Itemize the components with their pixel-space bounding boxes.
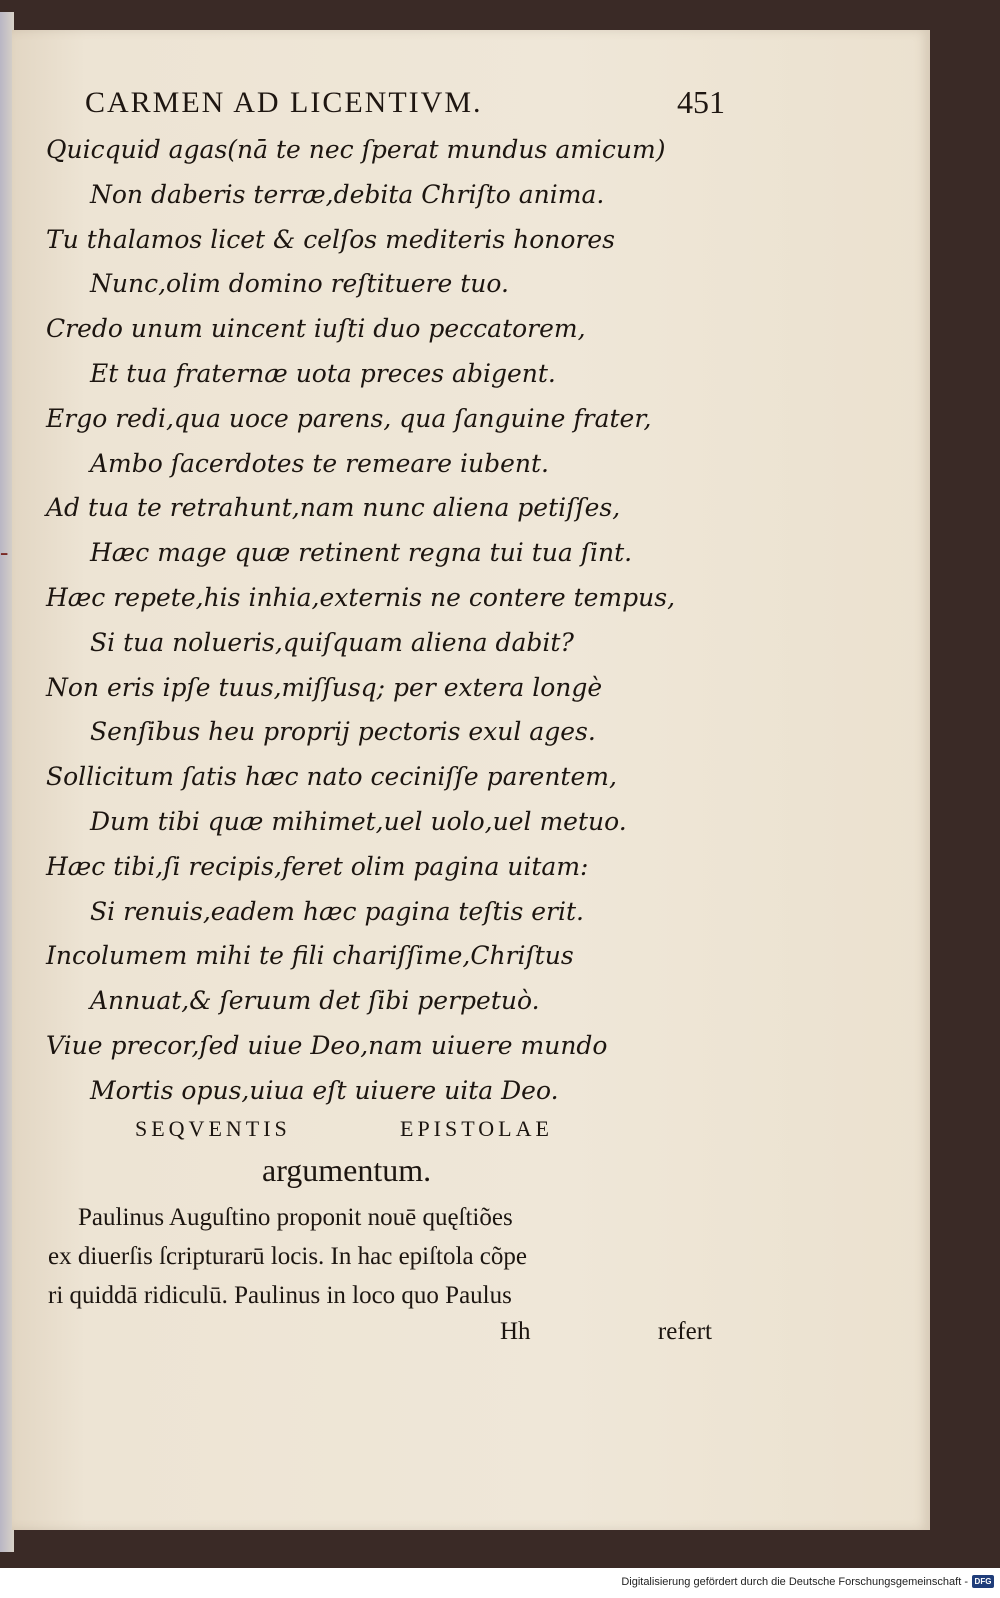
page-number: 451 (677, 84, 725, 120)
verse-line: Sollicitum ſatis hæc nato ceciniſſe parentem, (46, 762, 617, 792)
dfg-logo-label: DFG (974, 1577, 992, 1586)
verse-line: Mortis opus,uiua eſt uiuere uita Deo. (90, 1075, 559, 1105)
verse-line: Si renuis,eadem hæc pagina teſtis erit. (90, 896, 584, 926)
verse-line: Senſibus heu proprij pectoris exul ages. (90, 717, 596, 747)
verse-line: Annuat,& ſeruum det ſibi perpetuò. (90, 986, 540, 1016)
signature-line (500, 1318, 712, 1352)
verse-line: Dum tibi quæ mihimet,uel uolo,uel metuo. (90, 806, 627, 836)
verse-line: Ambo ſacerdotes te remeare iubent. (90, 448, 549, 478)
verse-line: Ergo redi,qua uoce parens, qua ſanguine frater, (46, 403, 652, 433)
signature-mark: Hh (500, 1318, 531, 1345)
margin-mark: - (0, 539, 9, 566)
verse-line: Ad tua te retrahunt,nam nunc aliena petiſſes, (46, 493, 621, 523)
running-title: CARMEN AD LICENTIVM. (85, 86, 483, 119)
footer-credit: Digitalisierung gefördert durch die Deutsche Forschungsgemeinschaft - (621, 1576, 968, 1588)
running-header (85, 86, 725, 126)
verse-line: Credo unum uincent iuſti duo peccatorem, (46, 314, 586, 344)
prose-line: ex diuerſis ſcripturarū locis. In hac epiſtola cõpe (48, 1243, 527, 1270)
verse-line: Si tua nolueris,quiſquam aliena dabit? (90, 627, 574, 657)
dfg-logo-icon (972, 1575, 994, 1588)
prose-line: ri quiddā ridiculū. Paulinus in loco quo Paulus (48, 1282, 512, 1309)
verse-line: Nunc,olim domino reſtituere tuo. (90, 269, 509, 299)
verse-line: Et tua fraternæ uota preces abigent. (90, 358, 556, 388)
verse-line: Non daberis terræ,debita Chriſto anima. (90, 179, 605, 209)
verse-line: Incolumem mihi te fili chariſſime,Chriſtus (46, 941, 574, 971)
verse-line: Hæc mage quæ retinent regna tui tua ſint. (90, 538, 633, 568)
verse-line: Non eris ipſe tuus,miſſusq; per extera longè (46, 672, 603, 702)
verse-line: Tu thalamos licet & celſos mediteris honores (46, 224, 616, 254)
verse-line: Viue precor,ſed uiue Deo,nam uiuere mundo (46, 1030, 608, 1060)
verse-line: Hæc repete,his inhia,externis ne contere tempus, (46, 582, 676, 612)
verse-line: Hæc tibi,ſi recipis,feret olim pagina uitam: (46, 851, 589, 881)
catchword: refert (657, 1318, 712, 1345)
section-subheading: argumentum. (262, 1152, 432, 1188)
argument-paragraph (48, 1198, 713, 1315)
verse-line: Quicquid agas(nā te nec ſperat mundus amicum) (46, 135, 666, 164)
prose-line: Paulinus Auguſtino proponit nouē quęſtiões (78, 1204, 513, 1231)
footer-bar (0, 1570, 1000, 1598)
poem-body (46, 128, 726, 1114)
section-heading-word-1: SEQVENTIS (135, 1116, 291, 1141)
section-heading-word-2: EPISTOLAE (400, 1116, 553, 1141)
